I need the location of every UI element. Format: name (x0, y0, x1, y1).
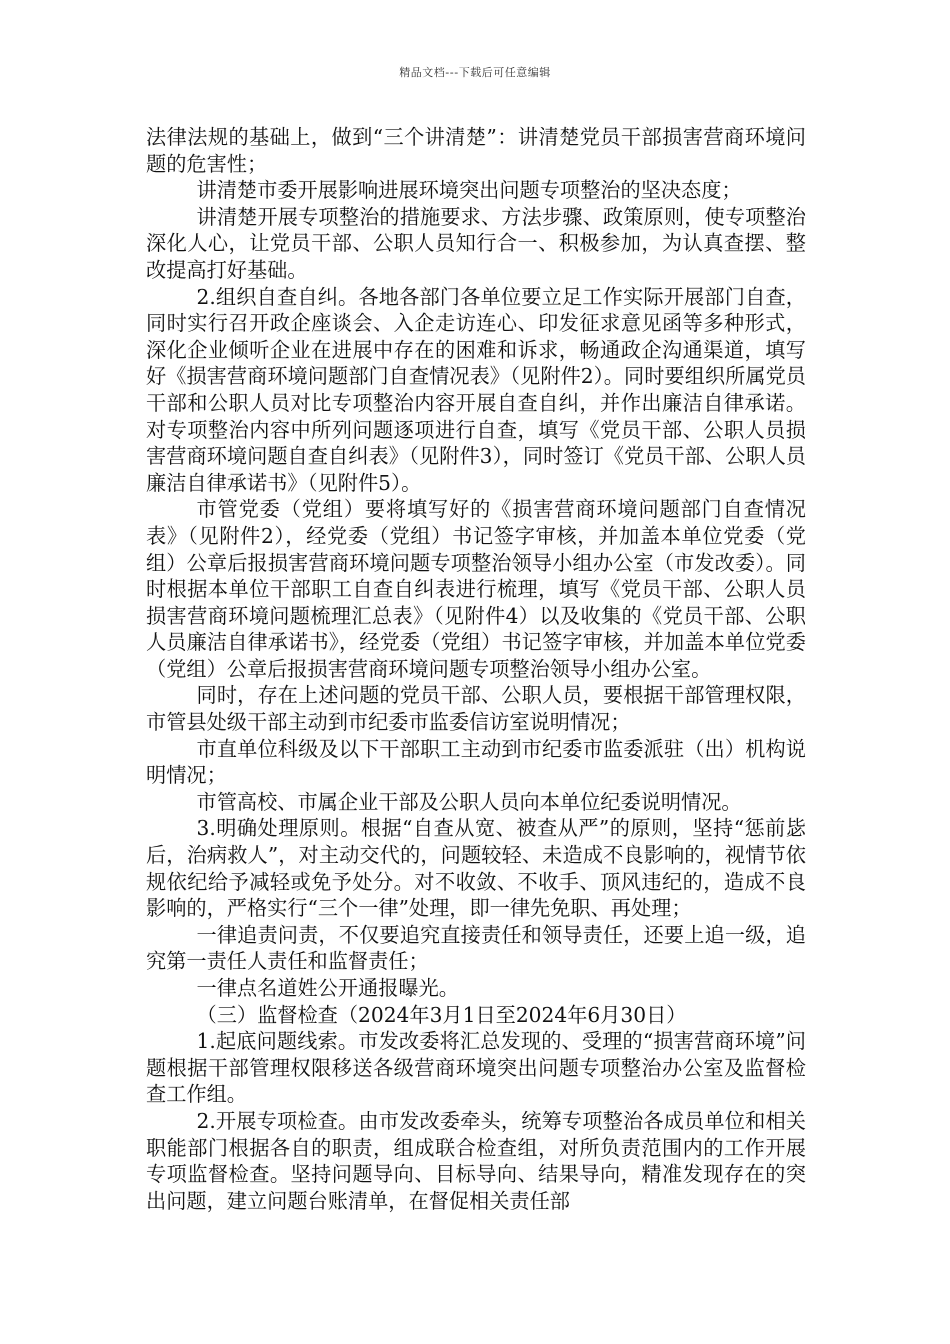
paragraph: 市管高校、市属企业干部及公职人员向本单位纪委说明情况。 (196, 789, 742, 814)
paragraph: 一律追责问责，不仅要追究直接责任和领导责任，还要上追一级，追究第一责任人责任和监督责任； (146, 922, 806, 974)
paragraph: 市直单位科级及以下干部职工主动到市纪委市监委派驻（出）机构说明情况； (146, 736, 806, 788)
paragraph: 同时，存在上述问题的党员干部、公职人员，要根据干部管理权限，市管县处级干部主动到市纪委市监委信访室说明情况； (146, 683, 806, 735)
document-body (146, 124, 806, 1214)
paragraph: （三）监督检查（2024年3月1日至2024年6月30日） (196, 1002, 687, 1027)
paragraph: 市管党委（党组）要将填写好的《损害营商环境问题部门自查情况表》（见附件2），经党委（党组）书记签字审核，并加盖本单位党委（党组）公章后报损害营商环境问题专项整治领导小组办公室（市发改委）。同时根据本单位干部职工自查自纠表进行梳理，填写《党员干部、公职人员损害营商环境问题梳理汇总表》（见附件4）以及收集的《党员干部、公职人员廉洁自律承诺书》，经党委（党组）书记签字审核，并加盖本单位党委（党组）公章后报损害营商环境问题专项整治领导小组办公室。 (146, 497, 806, 681)
paragraph: 1.起底问题线索。市发改委将汇总发现的、受理的“损害营商环境”问题根据干部管理权限移送各级营商环境突出问题专项整治办公室及监督检查工作组。 (146, 1029, 806, 1107)
paragraph: 2.组织自查自纠。各地各部门各单位要立足工作实际开展部门自查，同时实行召开政企座谈会、入企走访连心、印发征求意见函等多种形式，深化企业倾听企业在进展中存在的困难和诉求，畅通政企沟通渠道，填写好《损害营商环境问题部门自查情况表》（见附件2）。同时要组织所属党员干部和公职人员对比专项整治内容开展自查自纠，并作出廉洁自律承诺。对专项整治内容中所列问题逐项进行自查，填写《党员干部、公职人员损害营商环境问题自查自纠表》（见附件3），同时签订《党员干部、公职人员廉洁自律承诺书》（见附件5）。 (146, 284, 806, 495)
paragraph: 一律点名道姓公开通报曝光。 (196, 976, 459, 1000)
page-header: 精品文档---下载后可任意编辑 (399, 66, 551, 79)
paragraph: 3.明确处理原则。根据“自查从宽、被查从严”的原则，坚持“惩前毖后，治病救人”，对主动交代的，问题较轻、未造成不良影响的，视情节依规依纪给予减轻或免予处分。对不收敛、不收手、顶风违纪的，造成不良影响的，严格实行“三个一律”处理，即一律先免职、再处理； (146, 816, 806, 921)
paragraph: 讲清楚开展专项整治的措施要求、方法步骤、政策原则，使专项整治深化人心，让党员干部、公职人员知行合一、积极参加，为认真查摆、整改提高打好基础。 (146, 204, 806, 282)
paragraph: 2.开展专项检查。由市发改委牵头，统筹专项整治各成员单位和相关职能部门根据各自的职责，组成联合检查组，对所负责范围内的工作开展专项监督检查。坚持问题导向、目标导向、结果导向，精准发现存在的突出问题，建立问题台账清单，在督促相关责任部 (146, 1108, 806, 1213)
paragraph: 法律法规的基础上，做到“三个讲清楚”：讲清楚党员干部损害营商环境问题的危害性； (146, 125, 806, 176)
paragraph: 讲清楚市委开展影响进展环境突出问题专项整治的坚决态度； (196, 178, 742, 203)
